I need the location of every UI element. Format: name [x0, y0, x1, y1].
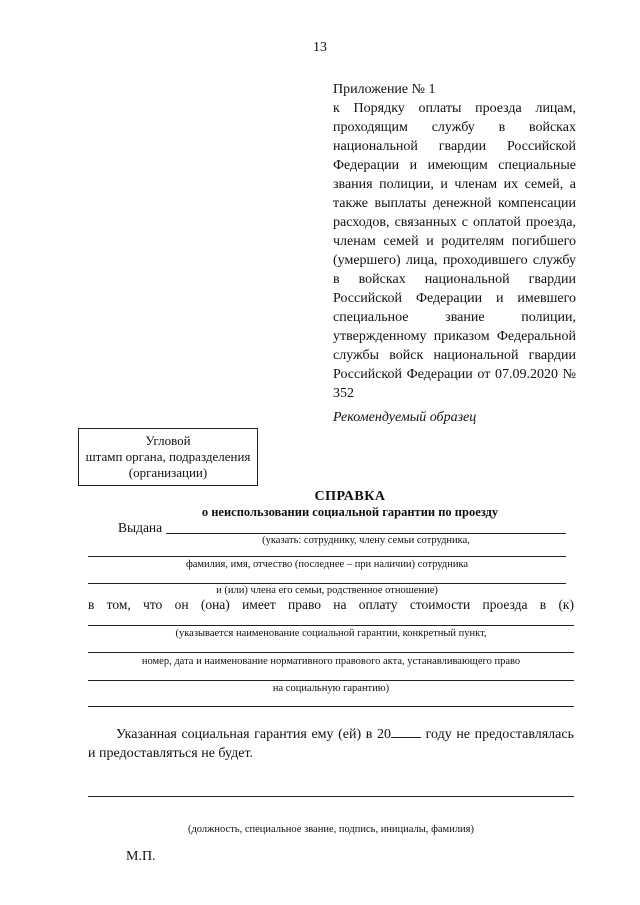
statement-word: том, [106, 597, 131, 612]
hint-relation: и (или) члена его семьи, родственное отношение) [216, 585, 438, 596]
statement-word: (к) [558, 597, 574, 612]
hint-legal-act: номер, дата и наименование нормативного правового акта, устанавливающего право [141, 656, 521, 667]
signature-hint: (должность, специальное звание, подпись, инициалы, фамилия) [187, 824, 475, 835]
statement-word: стоимости [409, 597, 471, 612]
statement-word: (она) [200, 597, 230, 612]
issued-to-field[interactable] [166, 533, 566, 534]
appendix-block [333, 80, 576, 403]
right-basis-field[interactable] [88, 680, 574, 681]
statement-paragraph [88, 725, 574, 763]
appendix-title: Приложение № 1 [333, 82, 436, 97]
issued-label: Выдана [118, 520, 163, 535]
right-statement-line [88, 597, 574, 613]
stamp-line-3: (организации) [128, 465, 208, 480]
statement-word: в [88, 597, 95, 612]
document-subtitle: о неиспользовании социальной гарантии по проезду [201, 505, 499, 519]
statement-word: проезда [482, 597, 528, 612]
hint-recipient: (указать: сотруднику, члену семьи сотрудника, [262, 535, 470, 546]
hint-right-basis: на социальную гарантию) [272, 683, 390, 694]
signature-field[interactable] [88, 796, 574, 797]
year-field[interactable] [391, 725, 421, 738]
seal-place-label: М.П. [126, 849, 156, 864]
statement-word: он [174, 597, 189, 612]
hint-guarantee: (указывается наименование социальной гарантии, конкретный пункт, [175, 628, 487, 639]
relation-field[interactable] [88, 583, 566, 584]
stamp-line-1: Угловой [145, 433, 191, 448]
guarantee-field[interactable] [88, 625, 574, 626]
hint-full-name: фамилия, имя, отчество (последнее – при наличии) сотрудника [185, 559, 469, 570]
statement-part-1: Указанная социальная гарантия ему (ей) в 20 [116, 727, 391, 742]
statement-part-2: году не предоставлялась и предоставляться не будет. [88, 727, 574, 761]
document-title: СПРАВКА [314, 489, 386, 504]
recommended-sample-label: Рекомендуемый образец [333, 410, 477, 425]
stamp-line-2: штамп органа, подразделения [85, 449, 251, 464]
corner-stamp-box [78, 428, 258, 486]
page-number: 13 [313, 40, 327, 55]
appendix-order: от 07.09.2020 № 352 [333, 367, 577, 401]
name-field[interactable] [88, 556, 566, 557]
appendix-text: к Порядку оплаты проезда лицам, проходящим службу в войсках национальной гвардии Российской Федерации и имеющим специальные звания полиции, и членам их семей, а также выплаты денежной компенсации расходов, связанных с оплатой проезда, членам семей и родителям погибшего (умершего) лица, проходившего службу в войсках национальной гвардии Российской Федерации и имевшего специальное звание полиции, утвержденному приказом Федеральной службы войск национальной гвардии Российской Федерации [333, 101, 576, 382]
statement-word: в [539, 597, 547, 612]
statement-word: что [143, 597, 163, 612]
statement-word: на [333, 597, 347, 612]
extra-line[interactable] [88, 706, 574, 707]
appendix-body [333, 99, 576, 403]
legal-act-field[interactable] [88, 652, 574, 653]
statement-word: оплату [358, 597, 398, 612]
statement-word: имеет [242, 597, 276, 612]
statement-word: право [287, 597, 321, 612]
